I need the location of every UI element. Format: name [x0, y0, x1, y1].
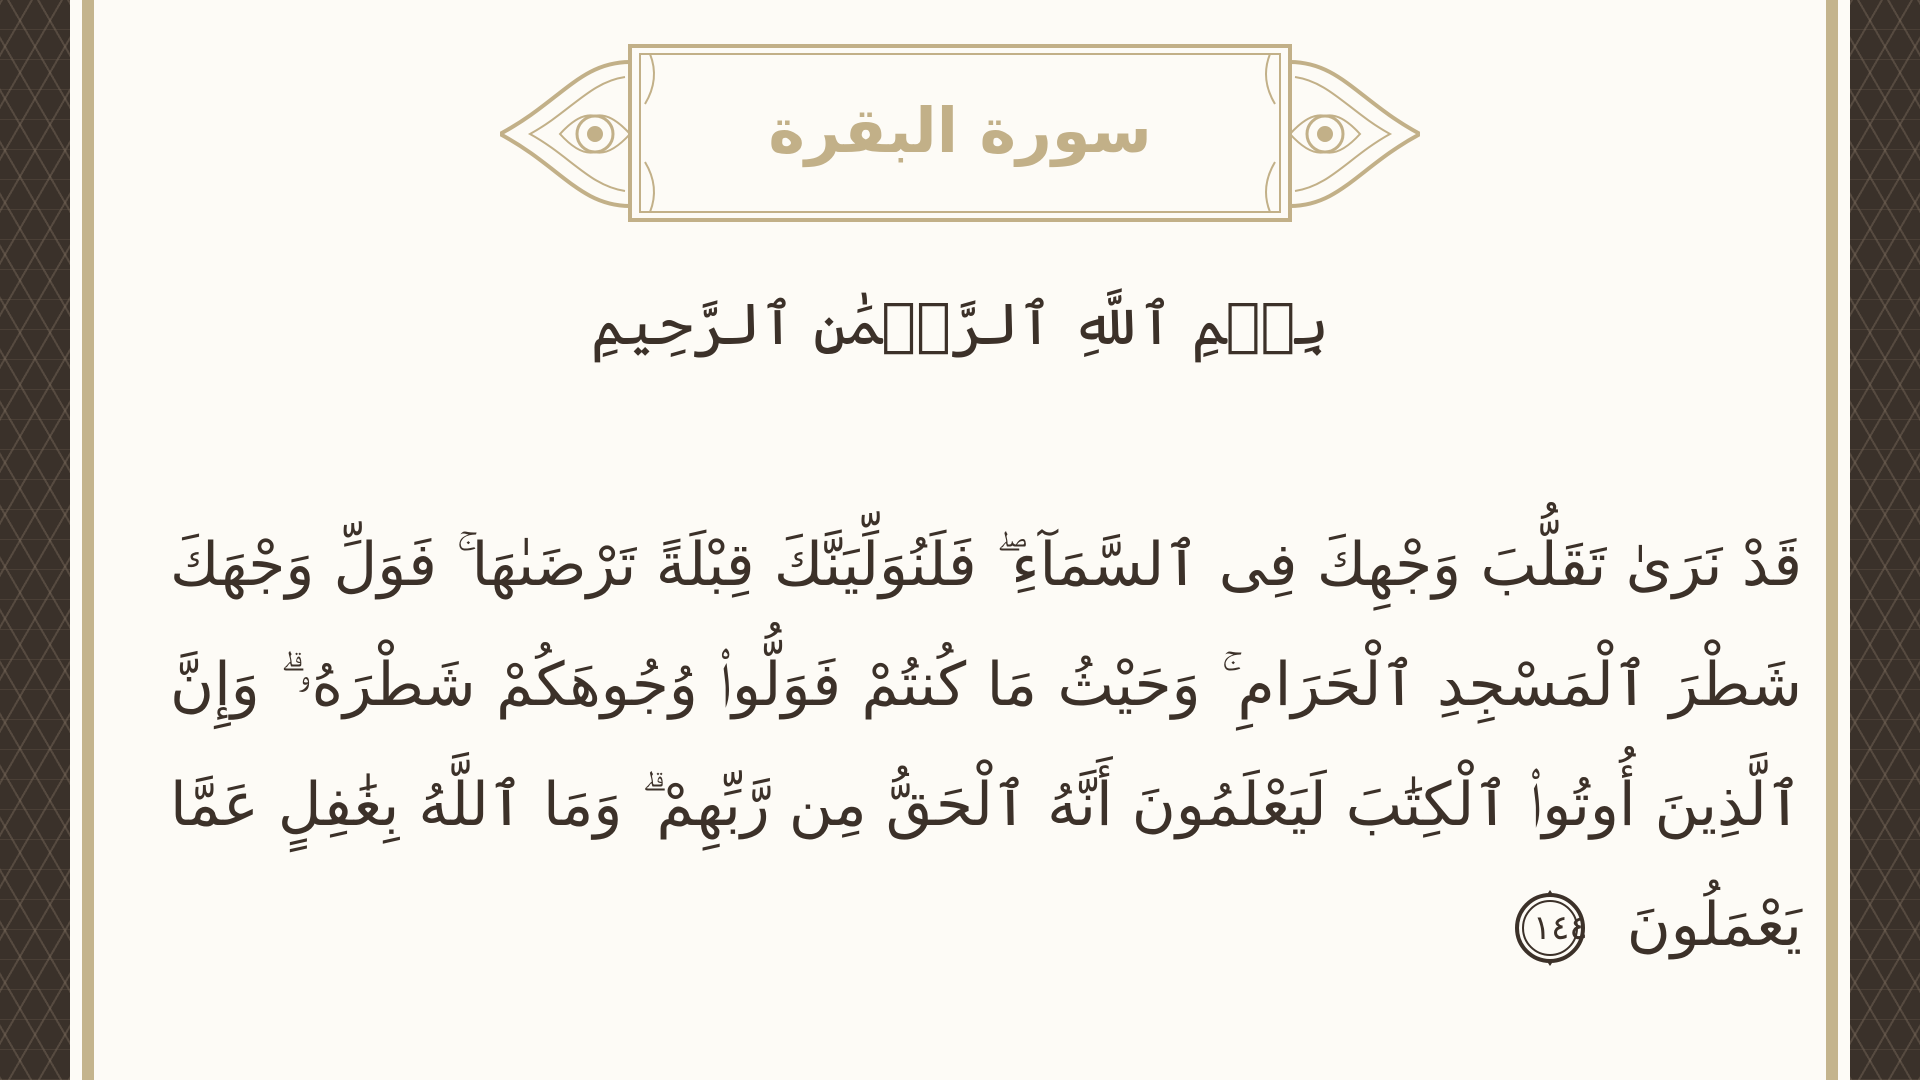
verse-number-marker	[1512, 890, 1588, 966]
verse-number: ١٤٤	[1532, 908, 1588, 949]
left-gold-rule	[82, 0, 94, 1080]
verse-text-block	[170, 505, 1802, 985]
basmala: بِسۡمِ ٱللَّهِ ٱلرَّحۡمَٰنِ ٱلرَّحِيمِ	[590, 290, 1330, 358]
right-border-gap	[1838, 0, 1850, 1080]
left-ornamental-border	[0, 0, 70, 1080]
right-ornamental-border	[1850, 0, 1920, 1080]
surah-title: سورة البقرة	[768, 94, 1152, 167]
left-border-gap	[70, 0, 82, 1080]
verse-text: قَدْ نَرَىٰ تَقَلُّبَ وَجْهِكَ فِى ٱلسَّمَآءِ ۖ فَلَنُوَلِّيَنَّكَ قِبْلَةً تَرْضَىٰهَا ۚ فَوَلِّ وَجْهَكَ شَطْرَ ٱلْمَسْجِدِ ٱلْحَرَامِ ۚ وَحَيْثُ مَا كُنتُمْ فَوَلُّوا۟ وُجُوهَكُمْ شَطْرَهُۥ ۗ وَإِنَّ ٱلَّذِينَ أُوتُوا۟ ٱلْكِتَٰبَ لَيَعْلَمُونَ أَنَّهُ ٱلْحَقُّ مِن رَّبِّهِمْ ۗ وَمَا ٱللَّهُ بِغَٰفِلٍ عَمَّا يَعْمَلُونَ	[170, 530, 1802, 960]
right-gold-rule	[1826, 0, 1838, 1080]
surah-header	[500, 42, 1420, 227]
